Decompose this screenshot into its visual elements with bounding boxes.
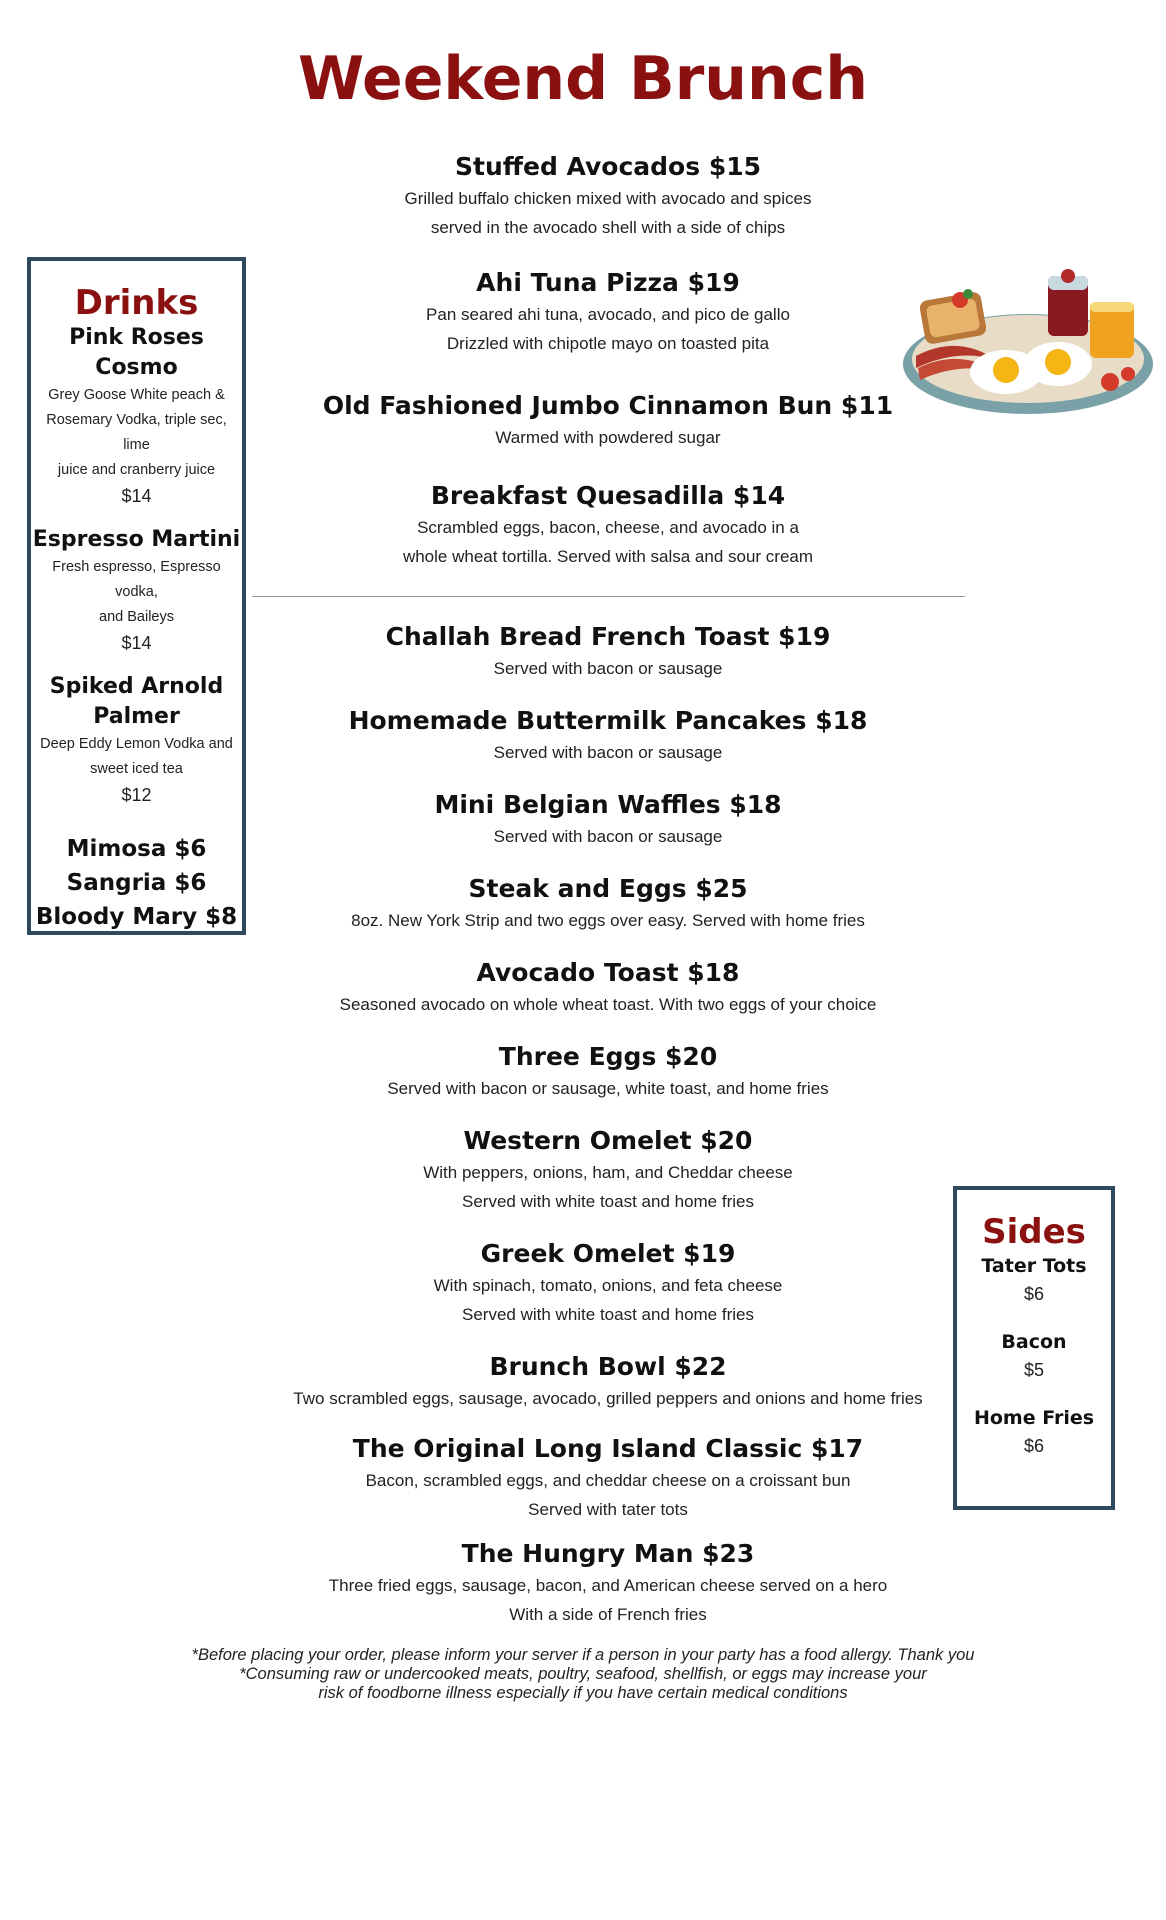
menu-item-name: Brunch Bowl $22 [489, 1352, 727, 1381]
drink-name: Pink Roses Cosmo [69, 325, 204, 380]
drinks-title: Drinks [74, 283, 199, 323]
drink-item [31, 672, 242, 808]
menu-item [250, 1350, 966, 1413]
menu-item-desc: Pan seared ahi tuna, avocado, and pico de gallo [426, 305, 790, 324]
side-price: $6 [1023, 1436, 1045, 1456]
simple-drinks [31, 832, 242, 934]
menu-item-desc: Seasoned avocado on whole wheat toast. With two eggs of your choice [339, 995, 877, 1014]
drink-price: $14 [121, 486, 152, 506]
menu-item-name: The Hungry Man $23 [461, 1539, 755, 1568]
allergy-disclaimer [0, 1646, 1166, 1703]
drink-name: Sangria $6 [66, 870, 207, 896]
menu-item [250, 872, 966, 935]
side-item [957, 1404, 1111, 1460]
menu-item [250, 704, 966, 767]
menu-item [250, 788, 966, 851]
menu-item [250, 1124, 966, 1216]
drink-name: Bloody Mary $8 [35, 904, 238, 930]
sides-title: Sides [982, 1212, 1086, 1252]
menu-item-desc: Served with bacon or sausage [493, 659, 723, 678]
side-name: Bacon [1001, 1331, 1067, 1353]
menu-item [250, 1237, 966, 1329]
menu-item [250, 1040, 966, 1103]
menu-item-name: Stuffed Avocados $15 [454, 152, 762, 181]
menu-item-name: Avocado Toast $18 [476, 958, 740, 987]
drink-name: Mimosa $6 [66, 836, 207, 862]
drink-desc: Deep Eddy Lemon Vodka and [40, 736, 233, 752]
menu-item-name: The Original Long Island Classic $17 [352, 1434, 864, 1463]
menu-item-desc: served in the avocado shell with a side of chips [430, 218, 786, 237]
drink-name: Spiked Arnold Palmer [49, 674, 224, 729]
menu-item-desc: With peppers, onions, ham, and Cheddar cheese [423, 1163, 793, 1182]
menu-item [250, 1537, 966, 1629]
menu-item-desc: 8oz. New York Strip and two eggs over easy. Served with home fries [351, 911, 865, 930]
side-item [957, 1252, 1111, 1308]
menu-item-name: Old Fashioned Jumbo Cinnamon Bun $11 [322, 391, 894, 420]
drink-price: $14 [121, 633, 152, 653]
drink-name: Espresso Martini [32, 527, 241, 552]
side-price: $6 [1023, 1284, 1045, 1304]
menu-item-name: Greek Omelet $19 [480, 1239, 736, 1268]
menu-item-desc: Three fried eggs, sausage, bacon, and American cheese served on a hero [328, 1576, 888, 1595]
menu-item [250, 389, 966, 452]
menu-item [250, 620, 966, 683]
menu-item [250, 956, 966, 1019]
drink-desc: Grey Goose White peach & [48, 387, 225, 403]
section-divider [252, 596, 965, 597]
drinks-box [27, 257, 246, 935]
menu-item-desc: Drizzled with chipotle mayo on toasted pita [446, 334, 770, 353]
menu-item-desc: Served with bacon or sausage, white toast, and home fries [387, 1079, 829, 1098]
side-name: Tater Tots [981, 1255, 1087, 1277]
menu-item [250, 479, 966, 571]
drink-desc: and Baileys [99, 609, 174, 625]
menu-item [250, 1432, 966, 1524]
menu-item-desc: Served with bacon or sausage [493, 827, 723, 846]
menu-item-desc: Warmed with powdered sugar [495, 428, 721, 447]
menu-item-desc: Bacon, scrambled eggs, and cheddar cheese on a croissant bun [365, 1471, 851, 1490]
drink-desc: sweet iced tea [90, 761, 183, 777]
menu-title: Weekend Brunch [298, 44, 868, 114]
drink-item [31, 323, 242, 509]
side-item [957, 1328, 1111, 1384]
menu-item-desc: Scrambled eggs, bacon, cheese, and avocado in a [417, 518, 799, 537]
menu-item-name: Mini Belgian Waffles $18 [434, 790, 782, 819]
menu-item-desc: Served with tater tots [528, 1500, 688, 1519]
menu-item-name: Homemade Buttermilk Pancakes $18 [348, 706, 868, 735]
menu-item-desc: Two scrambled eggs, sausage, avocado, grilled peppers and onions and home fries [293, 1389, 923, 1408]
menu-item-desc: With a side of French fries [509, 1605, 707, 1624]
drink-desc: Rosemary Vodka, triple sec, lime [46, 412, 227, 453]
disclaimer-line: risk of foodborne illness especially if you have certain medical conditions [318, 1684, 848, 1702]
menu-item [250, 266, 966, 358]
menu-item-desc: Served with white toast and home fries [462, 1192, 754, 1211]
menu-item-name: Breakfast Quesadilla $14 [430, 481, 786, 510]
menu-item-desc: Served with white toast and home fries [462, 1305, 754, 1324]
sides-box [953, 1186, 1115, 1510]
drink-item [31, 525, 242, 656]
menu-item-name: Western Omelet $20 [463, 1126, 753, 1155]
drink-price: $12 [121, 785, 152, 805]
menu-item-desc: Served with bacon or sausage [493, 743, 723, 762]
menu-item-name: Challah Bread French Toast $19 [385, 622, 831, 651]
drink-desc: juice and cranberry juice [57, 462, 216, 478]
menu-item-desc: whole wheat tortilla. Served with salsa and sour cream [402, 547, 814, 566]
menu-item-name: Steak and Eggs $25 [468, 874, 748, 903]
menu-item [250, 150, 966, 242]
menu-item-desc: Grilled buffalo chicken mixed with avocado and spices [404, 189, 812, 208]
menu-item-desc: With spinach, tomato, onions, and feta cheese [433, 1276, 783, 1295]
disclaimer-line: *Consuming raw or undercooked meats, poultry, seafood, shellfish, or eggs may increase your [239, 1665, 927, 1683]
drink-desc: Fresh espresso, Espresso vodka, [52, 559, 221, 600]
side-name: Home Fries [973, 1407, 1095, 1429]
disclaimer-line: *Before placing your order, please inform your server if a person in your party has a food allergy. Thank you [191, 1646, 975, 1664]
menu-item-name: Three Eggs $20 [498, 1042, 718, 1071]
side-price: $5 [1023, 1360, 1045, 1380]
menu-item-name: Ahi Tuna Pizza $19 [476, 268, 740, 297]
